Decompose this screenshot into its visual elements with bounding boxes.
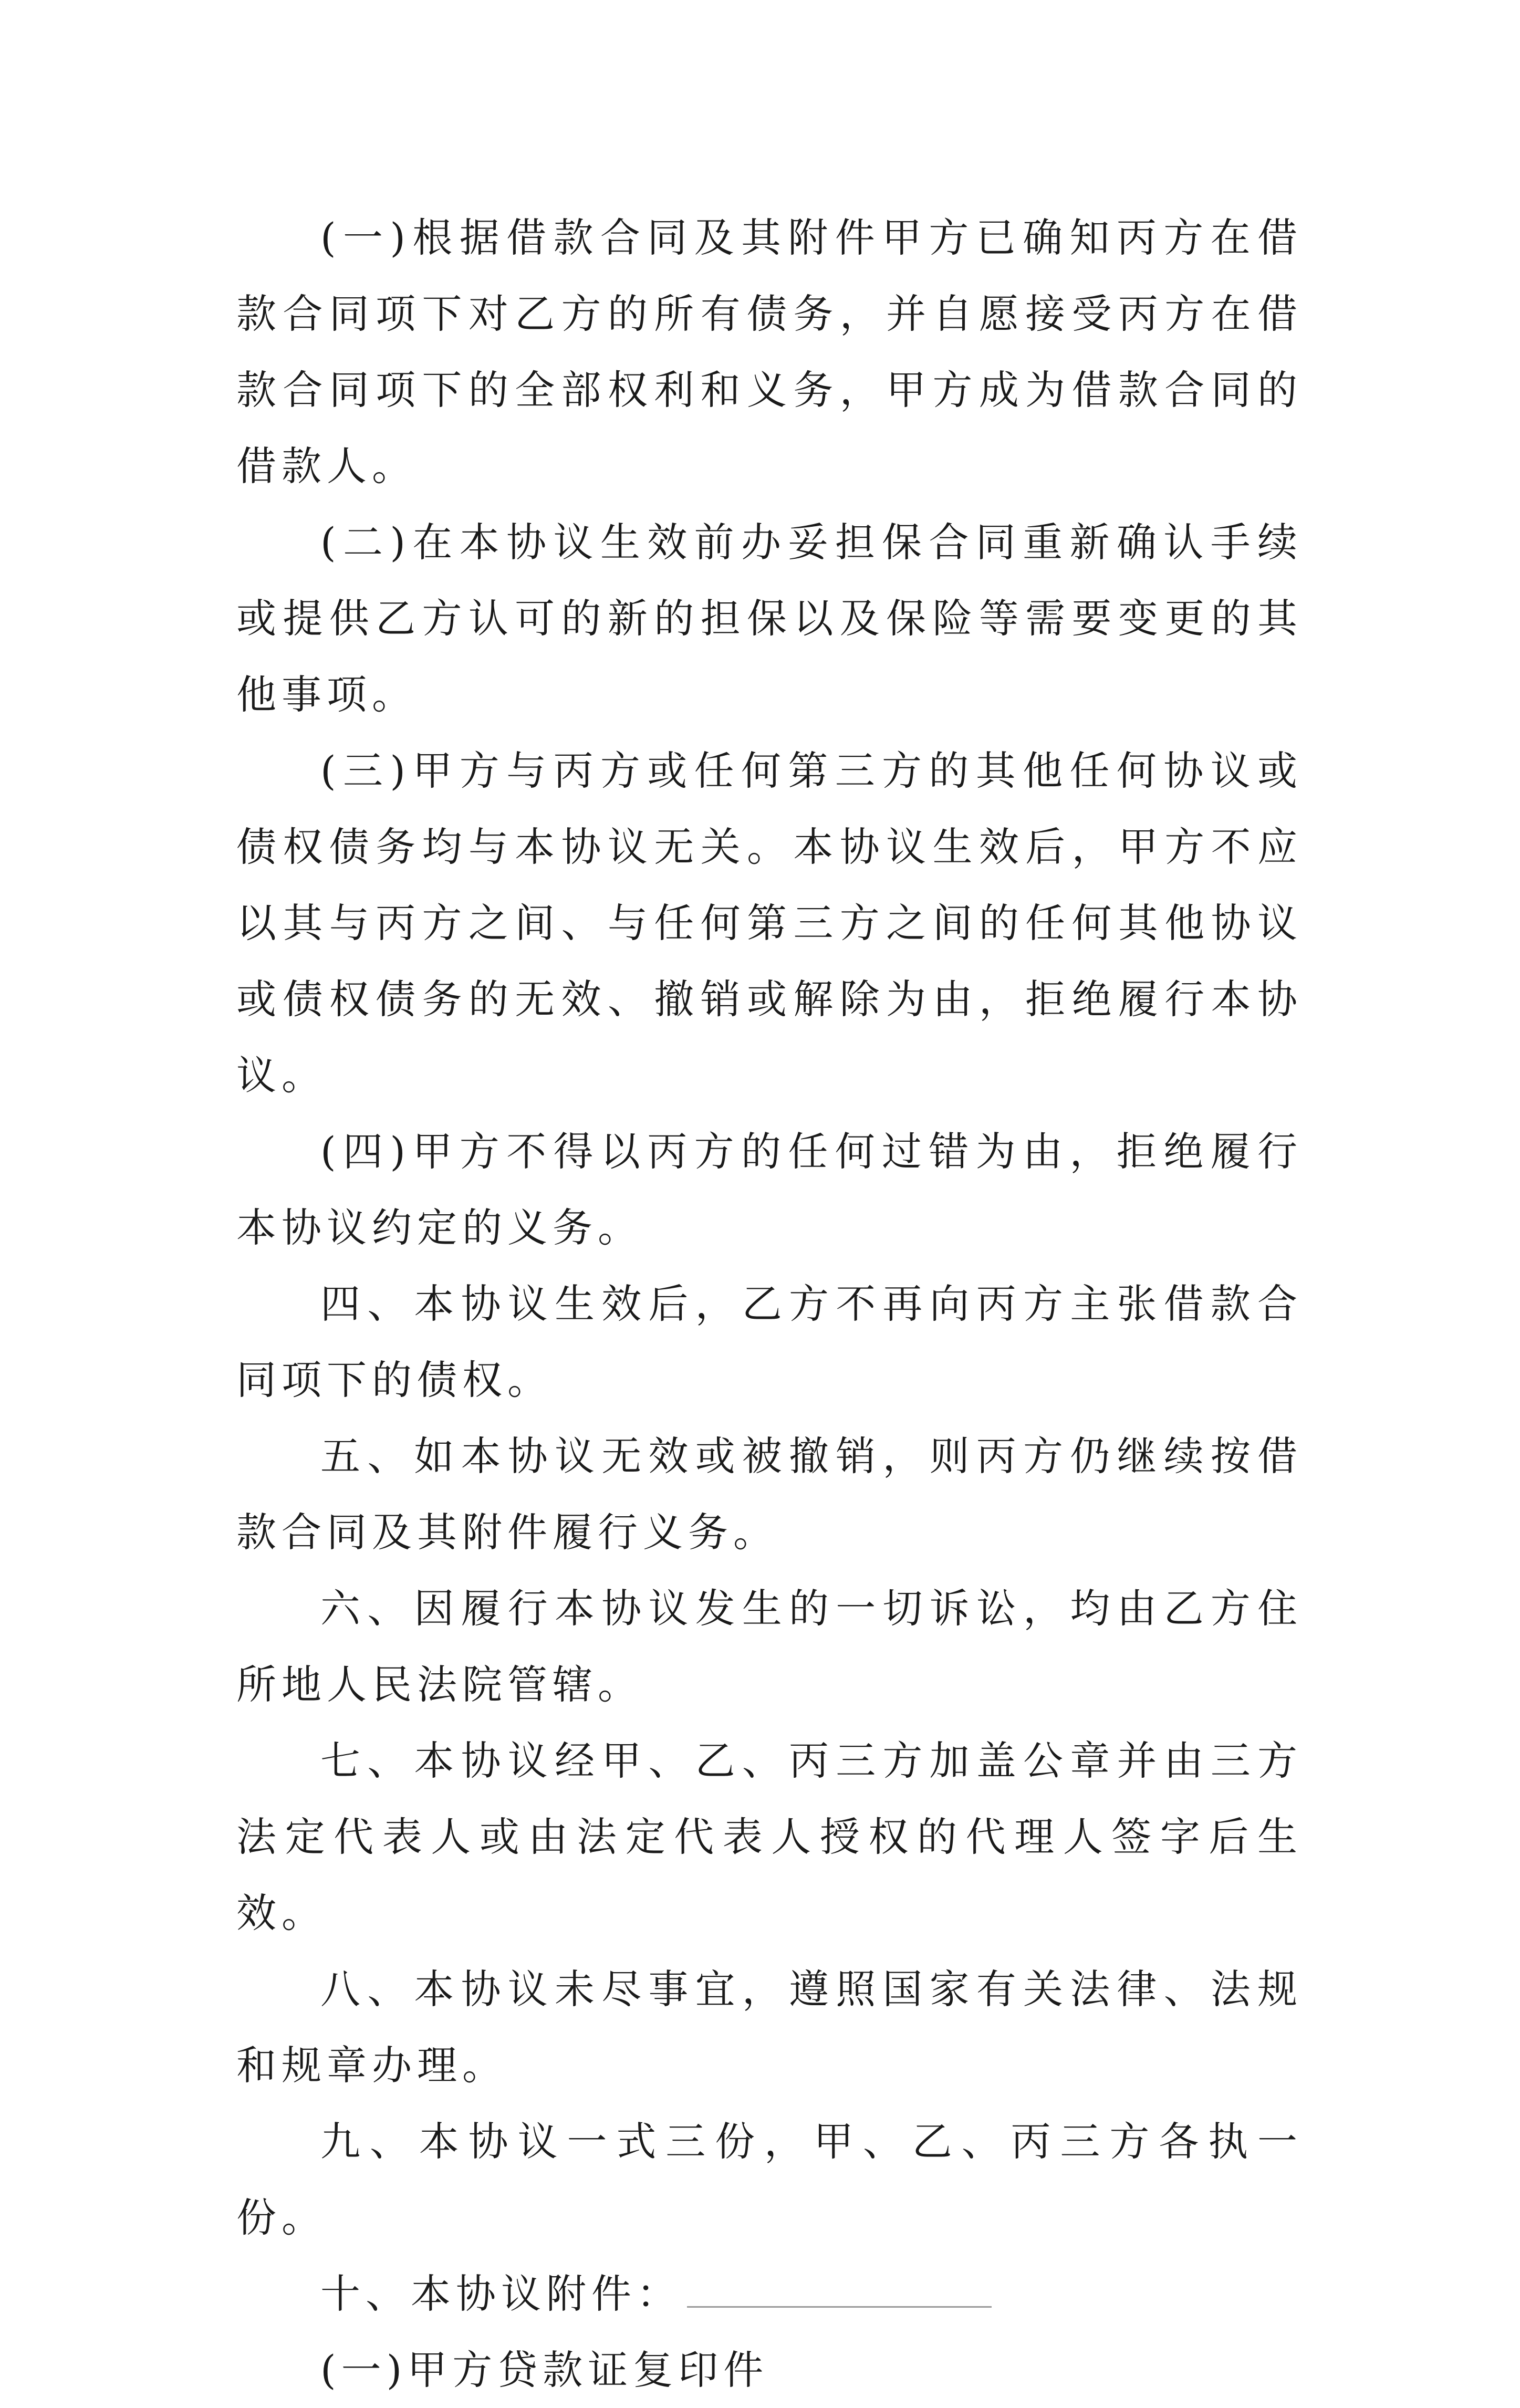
paragraph-clause-seven: 七、本协议经甲、乙、丙三方加盖公章并由三方法定代表人或由法定代表人授权的代理人签字后生效。 (236, 1737, 1303, 1936)
document-body (236, 200, 1303, 2408)
attachments-blank-line (687, 2302, 992, 2308)
paragraph-clause-six: 六、因履行本协议发生的一切诉讼，均由乙方住所地人民法院管辖。 (236, 1585, 1303, 1708)
paragraph-independence-of-agreement: (三)甲方与丙方或任何第三方的其他任何协议或债权债务均与本协议无关。本协议生效后，甲方不应以其与丙方之间、与任何第三方之间的任何其他协议或债权债务的无效、撤销或解除为由，拒绝履行本协议。 (236, 747, 1303, 1099)
paragraph-clause-eight: 八、本协议未尽事宜，遵照国家有关法律、法规和规章办理。 (236, 1966, 1303, 2089)
paragraph-clause-nine: 九、本协议一式三份，甲、乙、丙三方各执一份。 (236, 2118, 1303, 2241)
attachments-label: 十、本协议附件： (320, 2270, 682, 2317)
paragraph-clause-four: 四、本协议生效后，乙方不再向丙方主张借款合同项下的债权。 (236, 1280, 1303, 1403)
paragraph-no-fault-defense: (四)甲方不得以丙方的任何过错为由，拒绝履行本协议约定的义务。 (236, 1128, 1303, 1251)
paragraph-clause-five: 五、如本协议无效或被撤销，则丙方仍继续按借款合同及其附件履行义务。 (236, 1433, 1303, 1556)
paragraph-clause-ten (236, 2256, 1303, 2332)
paragraph-guarantee-reconfirmation: (二)在本协议生效前办妥担保合同重新确认手续或提供乙方认可的新的担保以及保险等需要变更的其他事项。 (236, 519, 1303, 718)
paragraph-attachment-item: (一)甲方贷款证复印件 (320, 2347, 769, 2393)
paragraph-assumption-of-debt: (一)根据借款合同及其附件甲方已确知丙方在借款合同项下对乙方的所有债务，并自愿接受丙方在借款合同项下的全部权利和义务，甲方成为借款合同的借款人。 (236, 214, 1303, 489)
